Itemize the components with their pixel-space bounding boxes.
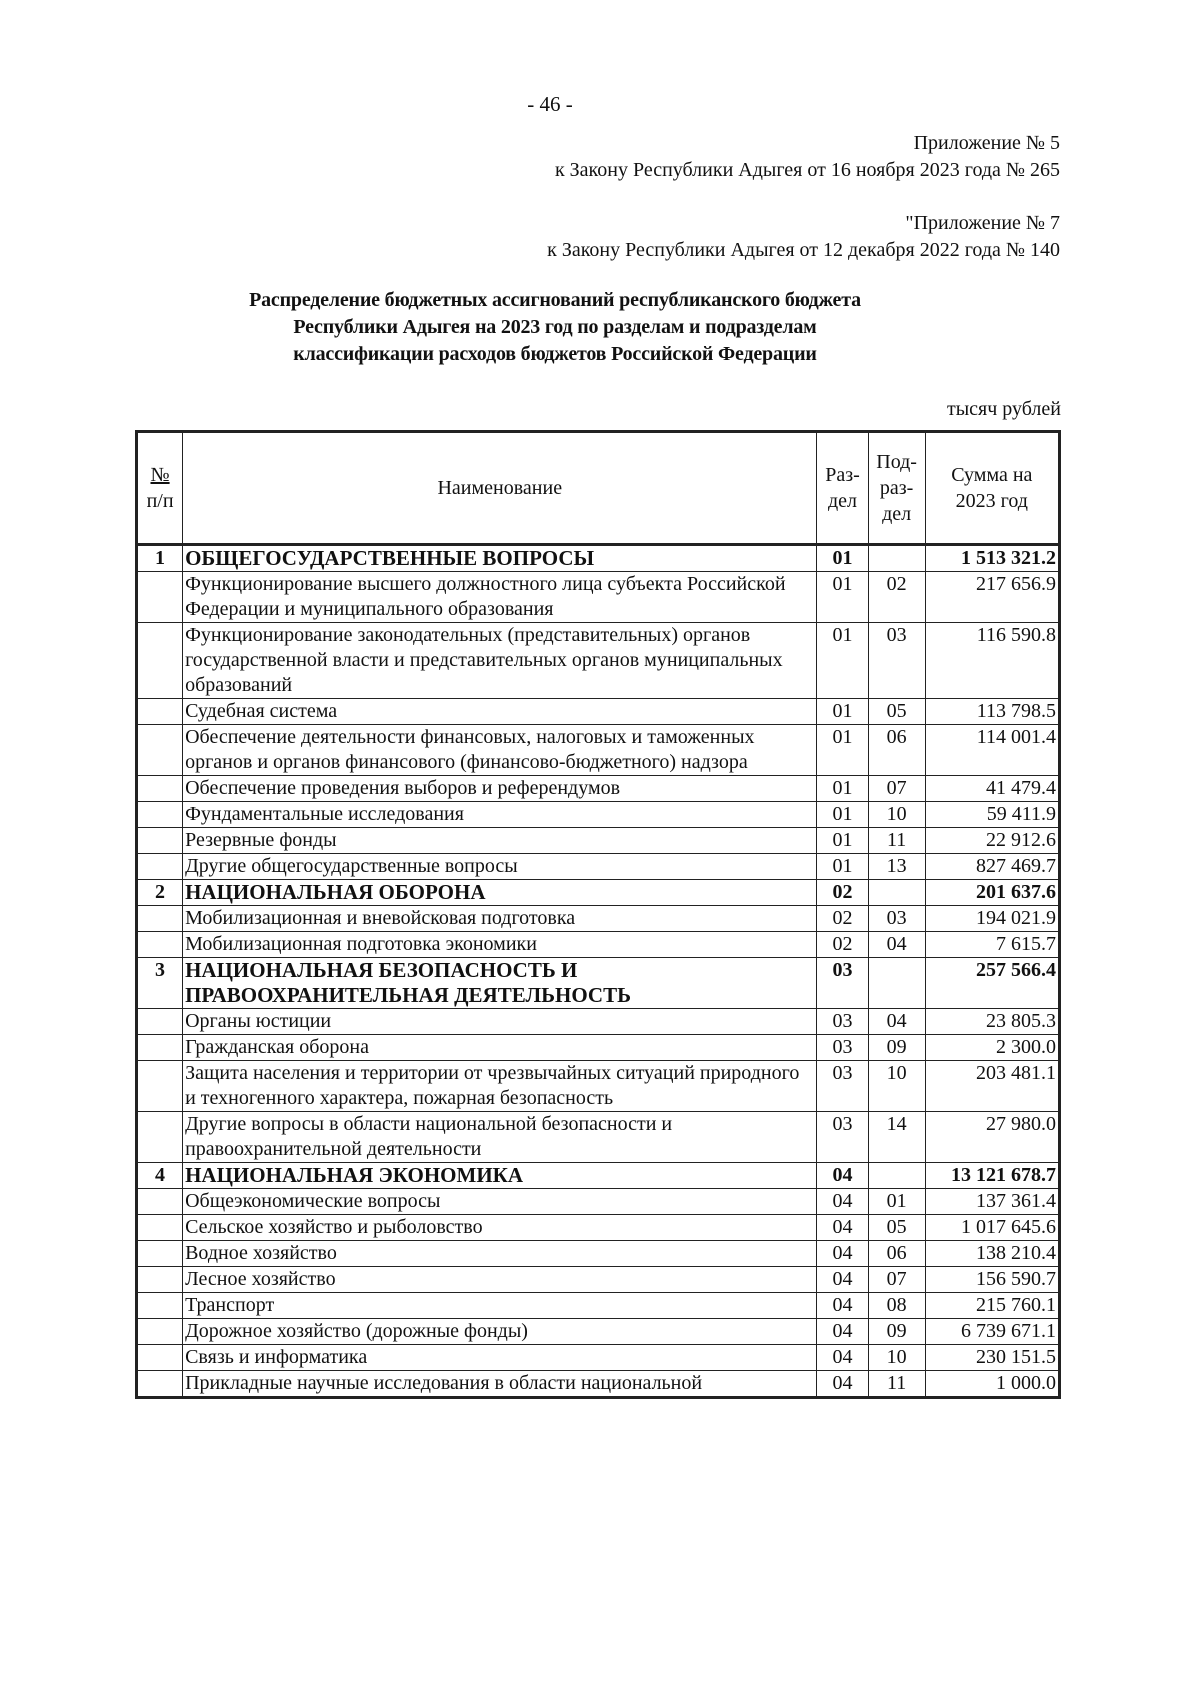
table-row <box>137 1035 1060 1061</box>
row-sum: 22 912.6 <box>925 828 1059 854</box>
table-row <box>137 1009 1060 1035</box>
row-podrazdel: 02 <box>868 572 925 623</box>
row-razdel: 04 <box>817 1163 868 1189</box>
row-sum: 23 805.3 <box>925 1009 1059 1035</box>
row-name: Функционирование высшего должностного лица субъекта Российской Федерации и муниципального образования <box>183 572 817 623</box>
row-name: Дорожное хозяйство (дорожные фонды) <box>183 1319 817 1345</box>
row-podrazdel: 08 <box>868 1293 925 1319</box>
table-row <box>137 854 1060 880</box>
row-name: Водное хозяйство <box>183 1241 817 1267</box>
row-name: Общеэкономические вопросы <box>183 1189 817 1215</box>
document-title-line1: Распределение бюджетных ассигнований республиканского бюджета <box>249 289 861 311</box>
row-sum: 201 637.6 <box>925 880 1059 906</box>
row-podrazdel: 11 <box>868 828 925 854</box>
section-row <box>137 958 1060 1009</box>
table-row <box>137 1061 1060 1112</box>
header-num: № п/п <box>137 432 183 545</box>
row-podrazdel: 10 <box>868 802 925 828</box>
row-name: Прикладные научные исследования в области национальной <box>183 1371 817 1398</box>
row-sum: 1 000.0 <box>925 1371 1059 1398</box>
row-name: Сельское хозяйство и рыболовство <box>183 1215 817 1241</box>
row-name: Мобилизационная и вневойсковая подготовка <box>183 906 817 932</box>
row-number <box>137 1319 183 1345</box>
table-row <box>137 725 1060 776</box>
table-body <box>137 545 1060 1398</box>
row-podrazdel: 14 <box>868 1112 925 1163</box>
row-sum: 217 656.9 <box>925 572 1059 623</box>
row-number <box>137 1009 183 1035</box>
row-razdel: 01 <box>817 623 868 699</box>
row-sum: 1 513 321.2 <box>925 545 1059 572</box>
row-name: ОБЩЕГОСУДАРСТВЕННЫЕ ВОПРОСЫ <box>183 545 817 572</box>
row-number <box>137 1035 183 1061</box>
row-name: Функционирование законодательных (представительных) органов государственной власти и представительных органов муниципальных образований <box>183 623 817 699</box>
table-row <box>137 932 1060 958</box>
row-razdel: 04 <box>817 1319 868 1345</box>
row-number <box>137 1293 183 1319</box>
section-row <box>137 545 1060 572</box>
row-razdel: 04 <box>817 1189 868 1215</box>
row-number <box>137 802 183 828</box>
row-name: Гражданская оборона <box>183 1035 817 1061</box>
row-sum: 156 590.7 <box>925 1267 1059 1293</box>
row-number <box>137 1189 183 1215</box>
row-razdel: 01 <box>817 776 868 802</box>
row-podrazdel: 10 <box>868 1061 925 1112</box>
row-number <box>137 1061 183 1112</box>
table-row <box>137 1345 1060 1371</box>
budget-table <box>135 430 1061 1399</box>
annex-original-line2: к Закону Республики Адыгея от 12 декабря 2022 года № 140 <box>547 239 1060 261</box>
document-title-line3: классификации расходов бюджетов Российской Федерации <box>293 343 817 365</box>
row-razdel: 01 <box>817 854 868 880</box>
row-razdel: 03 <box>817 958 868 1009</box>
row-number: 2 <box>137 880 183 906</box>
row-sum: 113 798.5 <box>925 699 1059 725</box>
row-podrazdel: 10 <box>868 1345 925 1371</box>
table-row <box>137 699 1060 725</box>
row-sum: 257 566.4 <box>925 958 1059 1009</box>
row-sum: 7 615.7 <box>925 932 1059 958</box>
row-number <box>137 725 183 776</box>
row-number: 4 <box>137 1163 183 1189</box>
row-name: Судебная система <box>183 699 817 725</box>
annex-current-line2: к Закону Республики Адыгея от 16 ноября 2023 года № 265 <box>554 159 1060 181</box>
row-podrazdel: 03 <box>868 906 925 932</box>
row-razdel: 04 <box>817 1293 868 1319</box>
row-sum: 230 151.5 <box>925 1345 1059 1371</box>
row-podrazdel: 01 <box>868 1189 925 1215</box>
row-podrazdel: 11 <box>868 1371 925 1398</box>
row-number <box>137 854 183 880</box>
row-sum: 59 411.9 <box>925 802 1059 828</box>
row-razdel: 04 <box>817 1241 868 1267</box>
row-razdel: 03 <box>817 1009 868 1035</box>
row-podrazdel: 13 <box>868 854 925 880</box>
row-sum: 203 481.1 <box>925 1061 1059 1112</box>
row-name: Органы юстиции <box>183 1009 817 1035</box>
row-podrazdel: 05 <box>868 1215 925 1241</box>
row-sum: 215 760.1 <box>925 1293 1059 1319</box>
row-razdel: 01 <box>817 699 868 725</box>
annex-original <box>547 210 1060 264</box>
row-razdel: 04 <box>817 1267 868 1293</box>
row-name: Другие вопросы в области национальной безопасности и правоохранительной деятельности <box>183 1112 817 1163</box>
units-label: тысяч рублей <box>946 398 1061 420</box>
row-number: 1 <box>137 545 183 572</box>
table-header-row <box>137 432 1060 545</box>
row-number <box>137 1267 183 1293</box>
row-razdel: 03 <box>817 1061 868 1112</box>
row-number <box>137 1371 183 1398</box>
row-sum: 827 469.7 <box>925 854 1059 880</box>
row-sum: 27 980.0 <box>925 1112 1059 1163</box>
section-row <box>137 1163 1060 1189</box>
annex-original-line1: "Приложение № 7 <box>905 212 1060 234</box>
row-name: Мобилизационная подготовка экономики <box>183 932 817 958</box>
row-razdel: 01 <box>817 572 868 623</box>
document-title <box>160 287 950 368</box>
table-row <box>137 1371 1060 1398</box>
row-podrazdel: 04 <box>868 1009 925 1035</box>
row-number <box>137 776 183 802</box>
table-row <box>137 1319 1060 1345</box>
row-name: НАЦИОНАЛЬНАЯ БЕЗОПАСНОСТЬ И ПРАВООХРАНИТЕЛЬНАЯ ДЕЯТЕЛЬНОСТЬ <box>183 958 817 1009</box>
row-number <box>137 572 183 623</box>
row-sum: 13 121 678.7 <box>925 1163 1059 1189</box>
row-podrazdel <box>868 545 925 572</box>
row-sum: 41 479.4 <box>925 776 1059 802</box>
table-row <box>137 1267 1060 1293</box>
row-podrazdel: 09 <box>868 1035 925 1061</box>
row-sum: 114 001.4 <box>925 725 1059 776</box>
row-name: НАЦИОНАЛЬНАЯ ОБОРОНА <box>183 880 817 906</box>
row-number <box>137 828 183 854</box>
table-row <box>137 828 1060 854</box>
row-podrazdel <box>868 880 925 906</box>
row-name: НАЦИОНАЛЬНАЯ ЭКОНОМИКА <box>183 1163 817 1189</box>
row-podrazdel <box>868 958 925 1009</box>
row-name: Защита населения и территории от чрезвычайных ситуаций природного и техногенного характера, пожарная безопасность <box>183 1061 817 1112</box>
row-sum: 137 361.4 <box>925 1189 1059 1215</box>
annex-current-line1: Приложение № 5 <box>913 132 1060 154</box>
section-row <box>137 880 1060 906</box>
row-razdel: 01 <box>817 725 868 776</box>
row-number <box>137 699 183 725</box>
row-razdel: 02 <box>817 932 868 958</box>
row-razdel: 02 <box>817 906 868 932</box>
row-razdel: 04 <box>817 1345 868 1371</box>
table-row <box>137 572 1060 623</box>
annex-current <box>555 130 1060 184</box>
table-row <box>137 1241 1060 1267</box>
row-razdel: 04 <box>817 1371 868 1398</box>
table-row <box>137 1215 1060 1241</box>
row-name: Связь и информатика <box>183 1345 817 1371</box>
row-sum: 2 300.0 <box>925 1035 1059 1061</box>
row-razdel: 02 <box>817 880 868 906</box>
row-razdel: 03 <box>817 1112 868 1163</box>
row-name: Резервные фонды <box>183 828 817 854</box>
table-row <box>137 776 1060 802</box>
row-razdel: 01 <box>817 828 868 854</box>
row-number <box>137 1215 183 1241</box>
page-number: - 46 - <box>527 92 573 116</box>
table-row <box>137 906 1060 932</box>
row-number <box>137 932 183 958</box>
row-podrazdel: 03 <box>868 623 925 699</box>
row-name: Обеспечение проведения выборов и референдумов <box>183 776 817 802</box>
table-row <box>137 1293 1060 1319</box>
row-number <box>137 906 183 932</box>
row-sum: 194 021.9 <box>925 906 1059 932</box>
row-podrazdel: 05 <box>868 699 925 725</box>
row-name: Транспорт <box>183 1293 817 1319</box>
row-podrazdel: 07 <box>868 776 925 802</box>
table-row <box>137 623 1060 699</box>
row-podrazdel: 07 <box>868 1267 925 1293</box>
row-number: 3 <box>137 958 183 1009</box>
row-podrazdel <box>868 1163 925 1189</box>
row-podrazdel: 04 <box>868 932 925 958</box>
header-podrazdel: Под- раз- дел <box>868 432 925 545</box>
row-sum: 1 017 645.6 <box>925 1215 1059 1241</box>
row-sum: 116 590.8 <box>925 623 1059 699</box>
table-row <box>137 802 1060 828</box>
table-row <box>137 1189 1060 1215</box>
row-razdel: 03 <box>817 1035 868 1061</box>
row-podrazdel: 06 <box>868 1241 925 1267</box>
row-podrazdel: 06 <box>868 725 925 776</box>
table-row <box>137 1112 1060 1163</box>
row-number <box>137 1345 183 1371</box>
header-razdel: Раз- дел <box>817 432 868 545</box>
row-number <box>137 1241 183 1267</box>
row-number <box>137 623 183 699</box>
row-razdel: 01 <box>817 802 868 828</box>
row-sum: 6 739 671.1 <box>925 1319 1059 1345</box>
row-razdel: 01 <box>817 545 868 572</box>
row-name: Лесное хозяйство <box>183 1267 817 1293</box>
row-number <box>137 1112 183 1163</box>
row-razdel: 04 <box>817 1215 868 1241</box>
header-name: Наименование <box>183 432 817 545</box>
row-name: Фундаментальные исследования <box>183 802 817 828</box>
header-sum: Сумма на 2023 год <box>925 432 1059 545</box>
document-title-line2: Республики Адыгея на 2023 год по разделам и подразделам <box>293 316 817 338</box>
row-podrazdel: 09 <box>868 1319 925 1345</box>
row-name: Обеспечение деятельности финансовых, налоговых и таможенных органов и органов финансового (финансово-бюджетного) надзора <box>183 725 817 776</box>
row-name: Другие общегосударственные вопросы <box>183 854 817 880</box>
row-sum: 138 210.4 <box>925 1241 1059 1267</box>
